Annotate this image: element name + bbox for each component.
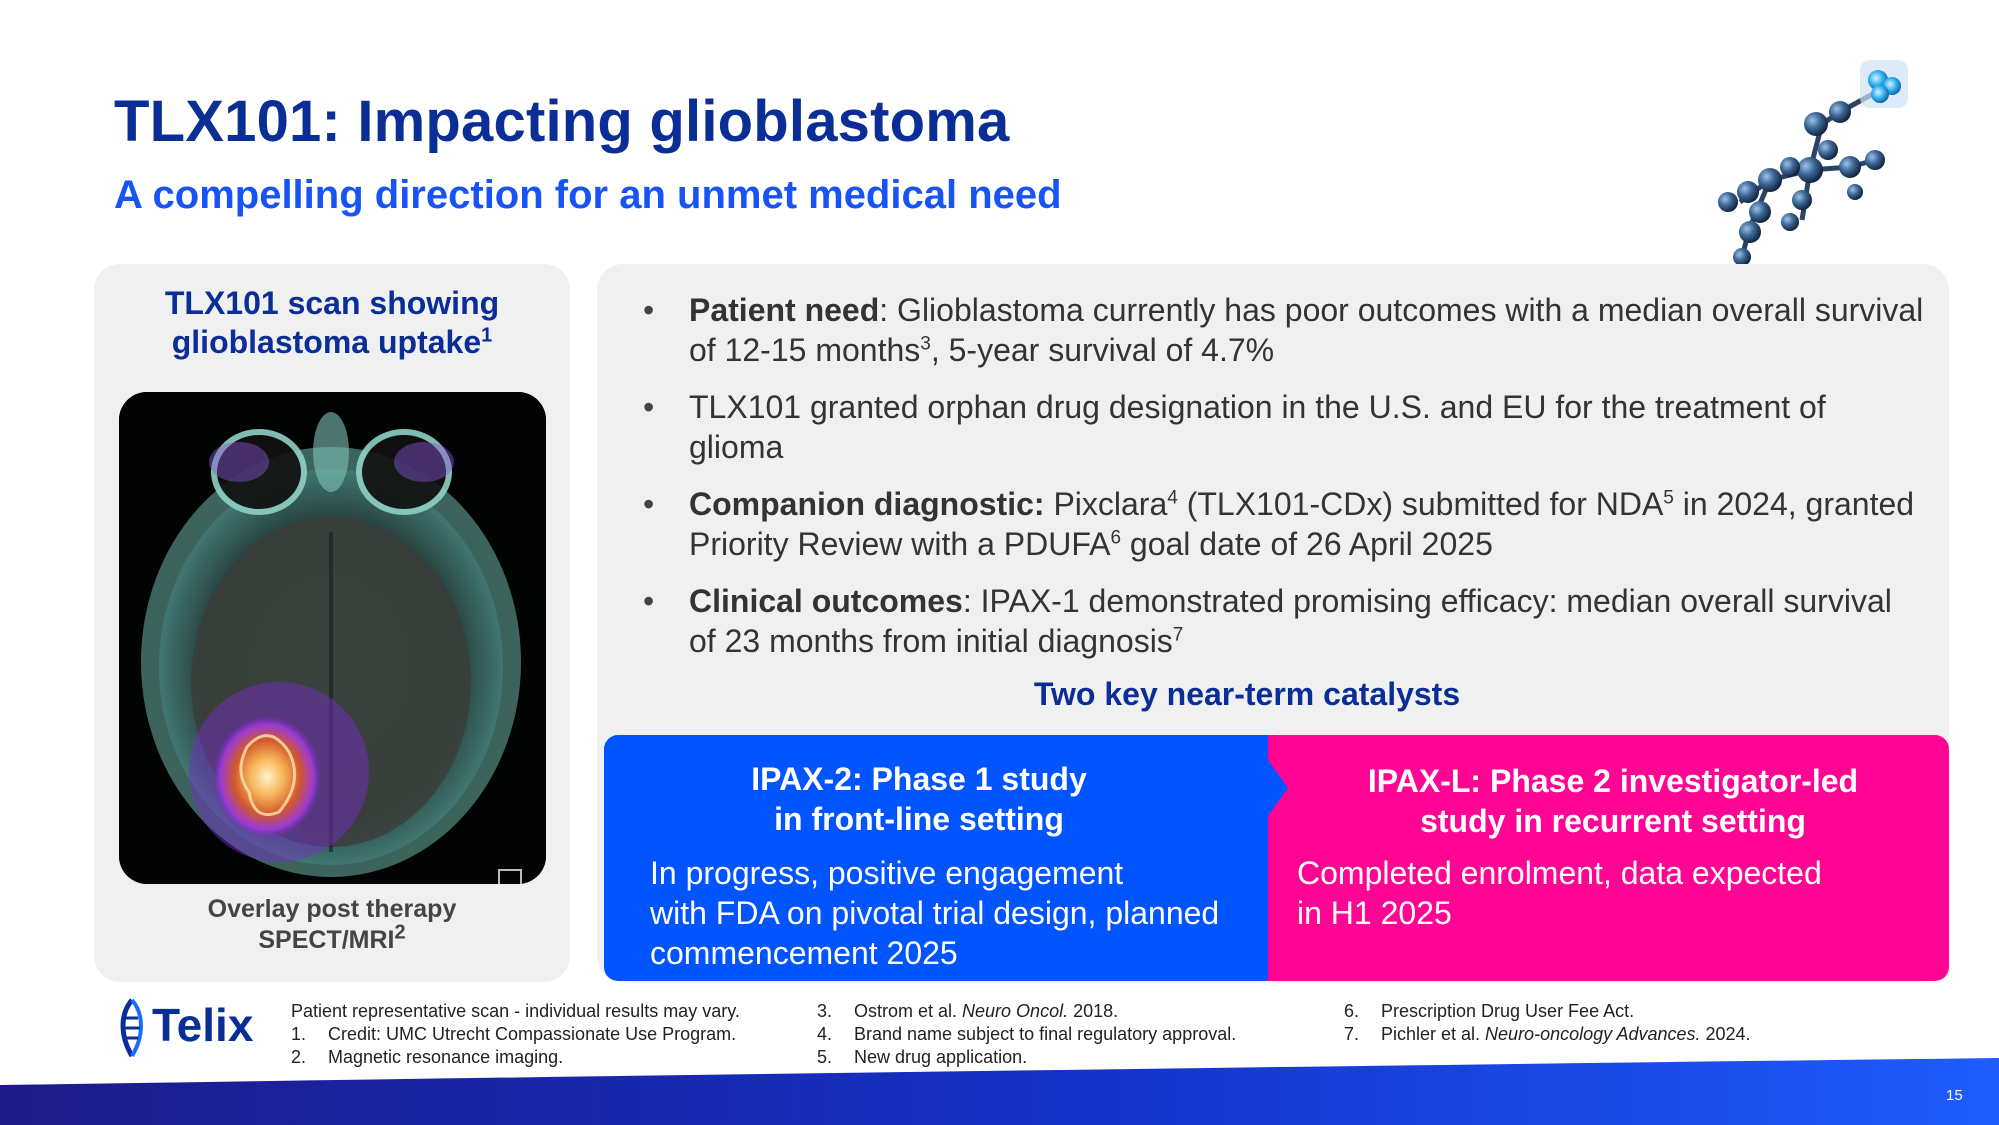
bullet-clinical-outcomes <box>637 581 1927 661</box>
footnote-text: Ostrom et al. <box>854 1001 963 1021</box>
catalyst-ipaxl-title <box>1278 761 1948 841</box>
bullet-text: TLX101 granted orphan drug designation in the U.S. and EU for the treatment of glioma <box>689 389 1826 465</box>
footnote-num: 6. <box>1344 1001 1360 1021</box>
footnote-text: Prescription Drug User Fee Act. <box>1381 1001 1635 1021</box>
scan-panel <box>94 264 570 982</box>
scan-caption-line1: Overlay post therapy <box>207 895 457 923</box>
footnote-journal: Neuro Oncol. <box>962 1001 1069 1021</box>
footnote-3 <box>817 1000 1236 1023</box>
bullet-text: (TLX101-CDx) submitted for NDA <box>1177 486 1664 522</box>
catalyst-body-line: with FDA on pivotal trial design, planned <box>650 895 1220 931</box>
bullet-label: Patient need <box>689 292 880 328</box>
footnote-num: 4. <box>817 1024 833 1044</box>
slide-subtitle: A compelling direction for an unmet medical need <box>114 173 1062 217</box>
slide-title: TLX101: Impacting glioblastoma <box>114 89 1010 154</box>
catalyst-body-line: Completed enrolment, data expected <box>1297 855 1822 891</box>
catalyst-ipax2-box <box>604 735 1269 981</box>
footnote-num: 3. <box>817 1001 833 1021</box>
telix-logo-text: Telix <box>152 999 254 1051</box>
scan-caption-footnote: 2 <box>394 921 406 944</box>
brain-scan-image <box>119 392 546 884</box>
footnote-ref: 6 <box>1110 527 1122 549</box>
catalyst-ipaxl-body <box>1297 853 1822 933</box>
scan-caption-line2: SPECT/MRI <box>258 926 395 954</box>
catalyst-title-line: study in recurrent setting <box>1420 803 1806 839</box>
footnote-ref: 3 <box>920 333 931 355</box>
footnote-6 <box>1344 1000 1751 1023</box>
footer-wave-band <box>0 1040 1999 1125</box>
footnote-num: 7. <box>1344 1024 1360 1044</box>
catalyst-ipaxl-box <box>1268 735 1949 981</box>
bullet-text: : IPAX-1 demonstrated promising efficacy: median overall survival of 23 months from initial diagnosis <box>689 583 1892 659</box>
bullet-text: : Glioblastoma currently has poor outcomes with a median overall survival of 12-15 months <box>689 292 1924 368</box>
scan-heading-line1: TLX101 scan showing <box>164 285 500 321</box>
footnote-journal: Neuro-oncology Advances. <box>1485 1024 1701 1044</box>
disclaimer: Patient representative scan - individual results may vary. <box>291 1001 740 1021</box>
footnote-text: Magnetic resonance imaging. <box>328 1047 564 1067</box>
footnote-num: 2. <box>291 1047 307 1067</box>
chevron-right-icon <box>1268 760 1288 816</box>
bullet-label: Clinical outcomes <box>689 583 963 619</box>
molecule-illustration <box>1690 52 1920 282</box>
catalyst-title-line: in front-line setting <box>774 801 1064 837</box>
bullet-text: , 5-year survival of 4.7% <box>930 332 1275 368</box>
footnote-ref: 7 <box>1172 624 1184 646</box>
footnote-ref: 5 <box>1663 487 1674 509</box>
bullet-orphan-drug <box>637 387 1927 467</box>
scan-heading-footnote: 1 <box>481 324 493 347</box>
footnote-text: 2018. <box>1068 1001 1119 1021</box>
scan-caption <box>94 894 570 956</box>
bullet-text: in 2024, granted Priority Review with a PDUFA <box>689 486 1915 562</box>
catalyst-title-line: IPAX-2: Phase 1 study <box>751 761 1087 797</box>
catalysts-heading: Two key near-term catalysts <box>1033 676 1461 712</box>
bullet-list <box>637 290 1927 678</box>
page-number: 15 <box>1946 1087 1963 1104</box>
footnote-text: Pichler et al. <box>1381 1024 1486 1044</box>
footnote-text: Brand name subject to final regulatory approval. <box>854 1024 1237 1044</box>
bullet-text: Pixclara <box>1044 486 1168 522</box>
bullet-text: goal date of 26 April 2025 <box>1121 526 1493 562</box>
catalyst-body-line: In progress, positive engagement <box>650 855 1124 891</box>
footnote-ref: 4 <box>1167 487 1178 509</box>
catalyst-body-line: in H1 2025 <box>1297 895 1452 931</box>
catalyst-body-line: commencement 2025 <box>650 935 958 971</box>
bullet-companion-diagnostic <box>637 484 1927 564</box>
catalyst-ipax2-title <box>604 759 1234 839</box>
footnote-num: 1. <box>291 1024 307 1044</box>
footnote-text: Credit: UMC Utrecht Compassionate Use Program. <box>328 1024 737 1044</box>
scan-heading <box>94 284 570 362</box>
bullet-patient-need <box>637 290 1927 370</box>
scan-heading-line2: glioblastoma uptake <box>171 324 482 360</box>
footnote-text: New drug application. <box>854 1047 1028 1067</box>
bullet-label: Companion diagnostic: <box>689 486 1045 522</box>
footnote-num: 5. <box>817 1047 833 1067</box>
catalyst-title-line: IPAX-L: Phase 2 investigator-led <box>1367 763 1859 799</box>
catalyst-ipax2-body <box>650 853 1219 973</box>
footnote-text: 2024. <box>1700 1024 1751 1044</box>
